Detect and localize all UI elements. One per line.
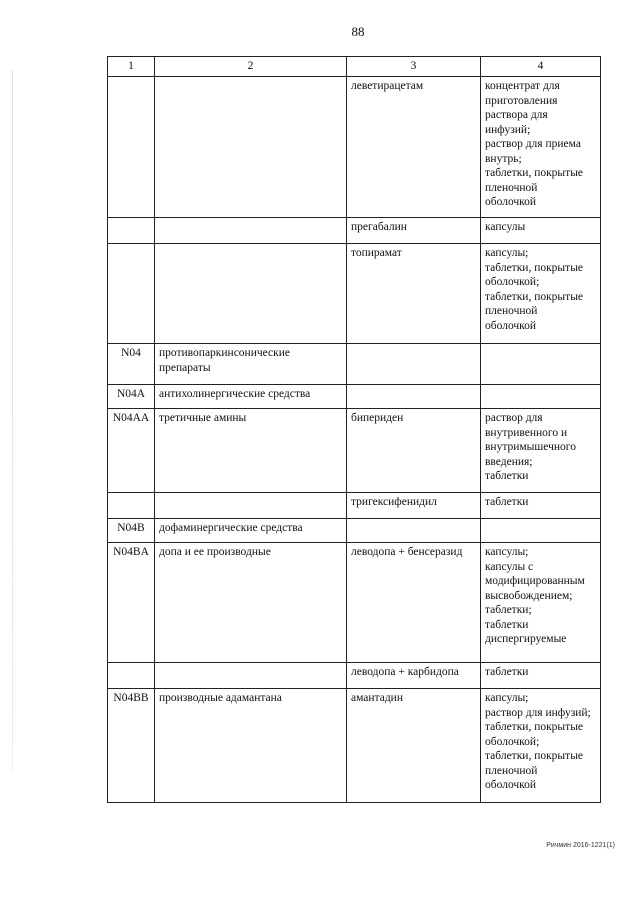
dosage-form-line: внутривенного и [485, 426, 568, 439]
scan-margin-line [12, 70, 13, 770]
dosage-form-line: внутримышечного [485, 441, 576, 453]
dosage-form-line: оболочкой [485, 319, 537, 332]
table-row [108, 385, 601, 409]
table-row [108, 493, 601, 519]
pharmacological-group-cell [155, 493, 347, 519]
dosage-form-line: таблетки [485, 470, 529, 482]
pharmacological-group-cell: антихолинергические средства [155, 385, 347, 409]
drug-name-cell: амантадин [347, 689, 481, 803]
dosage-forms-cell [481, 493, 601, 519]
dosage-form-line: капсулы; [485, 692, 529, 704]
dosage-form-line: пленочной [485, 305, 538, 317]
dosage-form-line: пленочной [485, 764, 538, 777]
table-row [108, 689, 601, 803]
dosage-form-line: таблетки, покрытые [485, 750, 584, 762]
dosage-forms-cell [481, 244, 601, 344]
dosage-form-line: пленочной [485, 181, 538, 194]
dosage-form-line: высвобождением; [485, 589, 573, 602]
atc-code-cell [108, 218, 155, 244]
dosage-form-line: приготовления [485, 94, 558, 107]
dosage-form-line: капсулы; [485, 247, 529, 259]
dosage-form-line: таблетки [485, 618, 529, 631]
drug-name-cell: бипериден [347, 409, 481, 493]
atc-code-cell: N04BB [108, 689, 155, 803]
dosage-form-line: концентрат для [485, 80, 560, 92]
dosage-form-line: таблетки, покрытые [485, 167, 584, 179]
dosage-forms-cell [481, 218, 601, 244]
dosage-form-line: капсулы; [485, 546, 529, 558]
dosage-form-line: раствор для [485, 412, 543, 424]
header-col-3: 3 [347, 57, 481, 77]
atc-code-cell: N04BA [108, 543, 155, 663]
dosage-form-line: оболочкой; [485, 735, 540, 748]
dosage-forms-cell [481, 663, 601, 689]
table-row [108, 218, 601, 244]
drug-name-cell [347, 385, 481, 409]
table-row [108, 344, 601, 385]
drug-name-cell: леводопа + бенсеразид [347, 543, 481, 663]
table-row [108, 244, 601, 344]
dosage-form-line: таблетки, покрытые [485, 721, 584, 733]
pharmacological-group-cell [155, 663, 347, 689]
header-col-2: 2 [155, 57, 347, 77]
dosage-forms-cell [481, 543, 601, 663]
drug-name-cell: прегабалин [347, 218, 481, 244]
dosage-forms-cell [481, 519, 601, 543]
table-header-row [108, 57, 601, 77]
drug-name-cell: леводопа + карбидопа [347, 663, 481, 689]
pharmacological-group-cell: третичные амины [155, 409, 347, 493]
atc-code-cell [108, 77, 155, 218]
page-number: 88 [351, 24, 365, 39]
dosage-form-line: таблетки [485, 666, 529, 678]
dosage-form-line: раствор для приема [485, 138, 581, 150]
pharmacological-group-cell [155, 218, 347, 244]
table-row [108, 519, 601, 543]
dosage-form-line: капсулы [485, 221, 526, 233]
header-col-4: 4 [481, 57, 601, 77]
dosage-form-line: внутрь; [485, 152, 522, 165]
dosage-form-line: оболочкой; [485, 276, 540, 288]
dosage-form-line: диспергируемые [485, 633, 567, 645]
pharmacological-group-cell [155, 244, 347, 344]
dosage-form-line: таблетки, покрытые [485, 261, 584, 274]
drug-name-cell: топирамат [347, 244, 481, 344]
dosage-form-line: оболочкой [485, 779, 537, 791]
drug-name-cell [347, 519, 481, 543]
atc-code-cell: N04A [108, 385, 155, 409]
dosage-form-line: модифицированным [485, 575, 585, 587]
drug-name-cell [347, 344, 481, 385]
table-row [108, 77, 601, 218]
dosage-forms-cell [481, 689, 601, 803]
pharmacological-group-cell: допа и ее производные [155, 543, 347, 663]
dosage-forms-cell [481, 344, 601, 385]
dosage-form-line: таблетки [485, 496, 529, 508]
atc-code-cell [108, 663, 155, 689]
document-footer-code: Ричмин 2016-1221(1) [546, 842, 615, 849]
dosage-form-line: введения; [485, 455, 533, 468]
atc-code-cell: N04 [108, 344, 155, 385]
table-row [108, 663, 601, 689]
pharmacological-group-cell: производные адамантана [155, 689, 347, 803]
dosage-form-line: таблетки; [485, 604, 532, 616]
atc-code-cell [108, 493, 155, 519]
dosage-form-line: раствор для инфузий; [485, 706, 591, 719]
atc-code-cell [108, 244, 155, 344]
atc-code-cell: N04B [108, 519, 155, 543]
table-row [108, 543, 601, 663]
dosage-form-line: инфузий; [485, 123, 531, 136]
dosage-form-line: капсулы с [485, 560, 534, 573]
table-row [108, 409, 601, 493]
dosage-form-line: таблетки, покрытые [485, 290, 584, 303]
pharmacological-group-cell: противопаркинсонические препараты [155, 344, 347, 385]
dosage-form-line: раствора для [485, 109, 548, 121]
atc-code-cell: N04AA [108, 409, 155, 493]
dosage-forms-cell [481, 385, 601, 409]
drug-table-body [108, 57, 601, 803]
pharmacological-group-cell [155, 77, 347, 218]
drug-name-cell: тригексифенидил [347, 493, 481, 519]
drug-name-cell: леветирацетам [347, 77, 481, 218]
dosage-form-line: оболочкой [485, 196, 537, 208]
dosage-forms-cell [481, 77, 601, 218]
drug-table [107, 56, 601, 803]
header-col-1: 1 [108, 57, 155, 77]
dosage-forms-cell [481, 409, 601, 493]
pharmacological-group-cell: дофаминергические средства [155, 519, 347, 543]
